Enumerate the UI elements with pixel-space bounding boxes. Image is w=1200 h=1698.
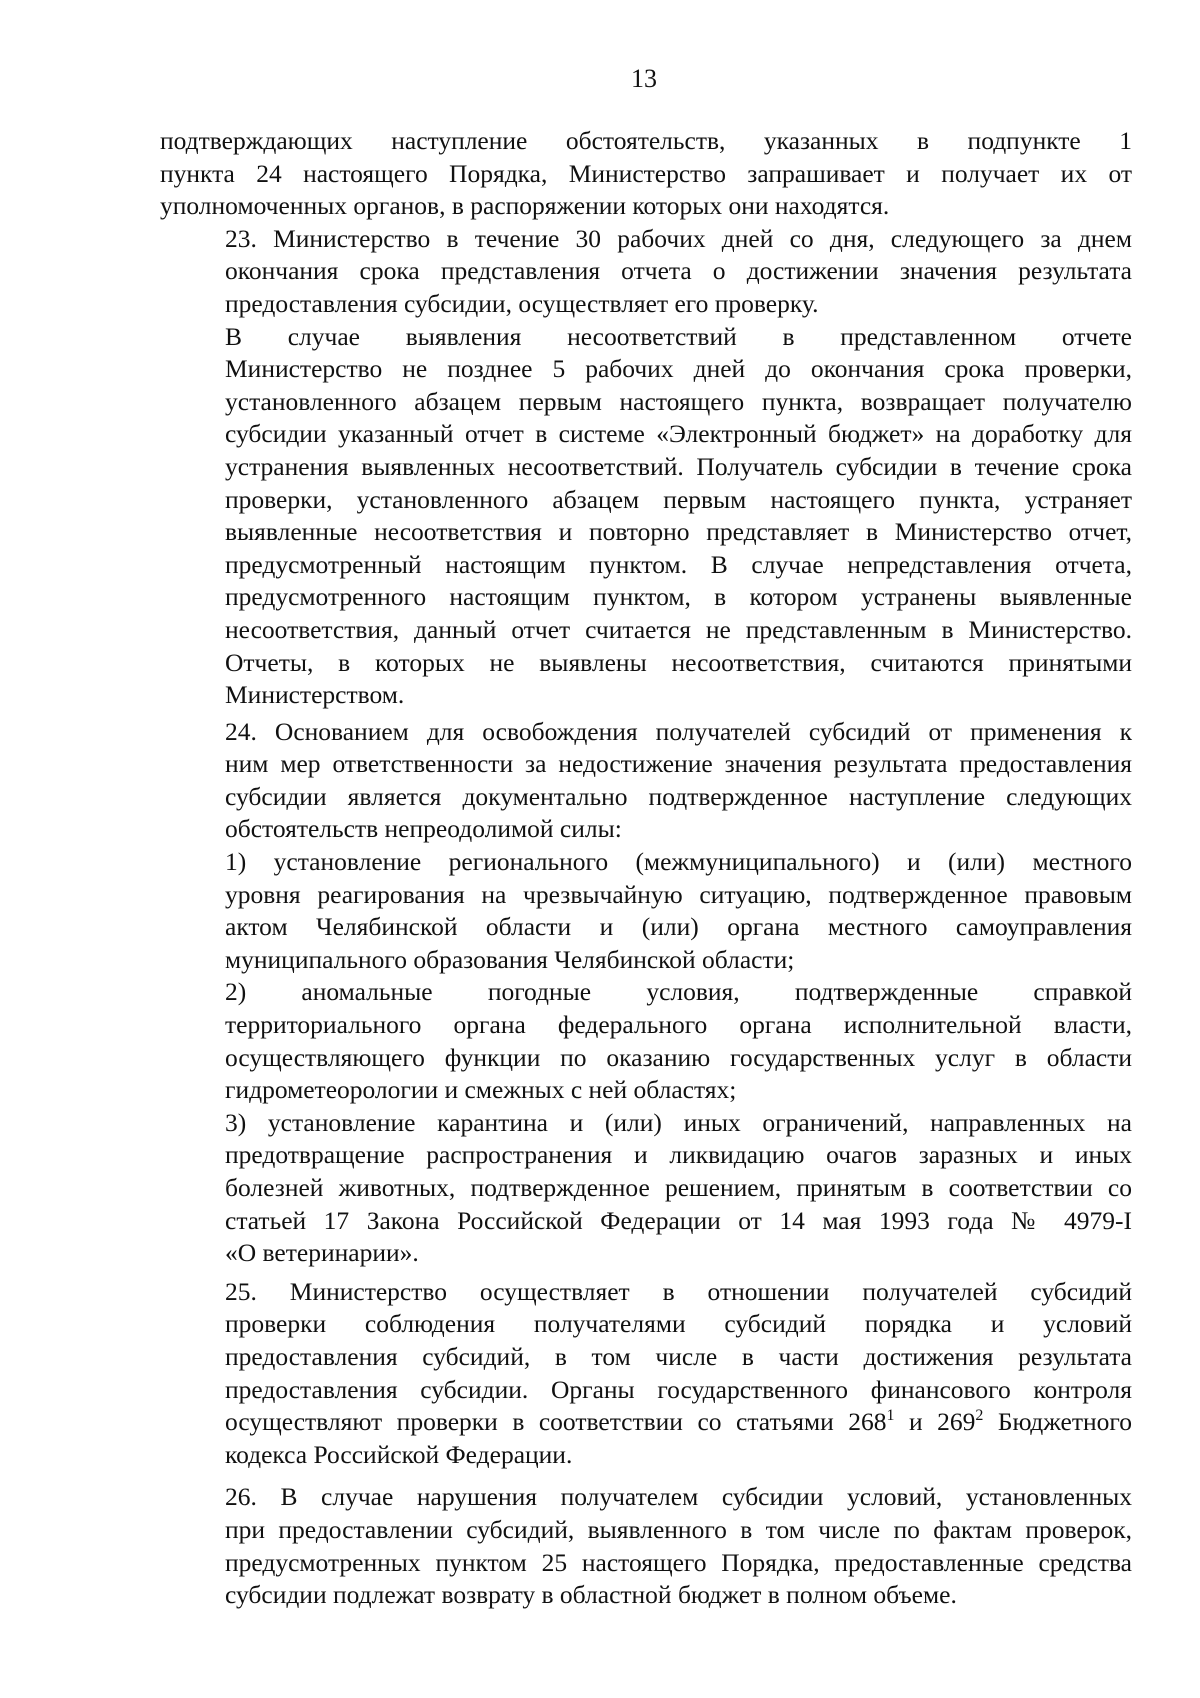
text-line: предусмотренного настоящим пунктом, в котором устранены выявленные: [225, 582, 1132, 612]
text-line: территориального органа федерального органа исполнительной власти,: [225, 1010, 1132, 1040]
text-line: обстоятельств непреодолимой силы:: [225, 814, 622, 844]
text-line: 3) установление карантина и (или) иных ограничений, направленных на: [225, 1107, 1132, 1137]
text-line: несоответствия, данный отчет считается не представленным в Министерство.: [225, 614, 1132, 644]
text-fragment: осуществляют проверки в соответствии со статьями 268: [225, 1407, 887, 1437]
text-line: муниципального образования Челябинской области;: [225, 944, 795, 974]
text-line: устранения выявленных несоответствий. Получатель субсидии в течение срока: [225, 451, 1132, 481]
paragraph-26: [160, 1481, 1132, 1611]
paragraph-continuation: [160, 125, 1132, 223]
text-line: субсидии указанный отчет в системе «Электронный бюджет» на доработку для: [225, 419, 1132, 449]
text-fragment: и 269: [894, 1407, 976, 1437]
text-line: окончания срока представления отчета о достижении значения результата: [225, 256, 1132, 286]
paragraph-24-item-2: [160, 976, 1132, 1106]
text-line: Министерством.: [225, 680, 405, 710]
text-line: Отчеты, в которых не выявлены несоответствия, считаются принятыми: [225, 647, 1132, 677]
text-line: статьей 17 Закона Российской Федерации от 14 мая 1993 года № 4979-I: [225, 1205, 1132, 1235]
paragraph-25: [160, 1276, 1132, 1472]
paragraph-23-second: [160, 321, 1132, 712]
text-line: кодекса Российской Федерации.: [225, 1439, 573, 1469]
paragraph-24: [160, 716, 1132, 846]
text-line: предусмотренный настоящим пунктом. В случае непредставления отчета,: [225, 549, 1132, 579]
text-line: при предоставлении субсидий, выявленного в том числе по фактам проверок,: [225, 1514, 1132, 1544]
paragraph-23: [160, 223, 1132, 321]
superscript: 2: [975, 1407, 984, 1425]
text-line: предоставления субсидий, в том числе в части достижения результата: [225, 1341, 1132, 1371]
text-line: пункта 24 настоящего Порядка, Министерство запрашивает и получает их от: [160, 158, 1132, 188]
text-line: 26. В случае нарушения получателем субсидии условий, установленных: [225, 1482, 1132, 1512]
text-line: предусмотренных пунктом 25 настоящего Порядка, предоставленные средства: [225, 1547, 1132, 1577]
text-fragment: Бюджетного: [983, 1407, 1132, 1437]
text-line: 2) аномальные погодные условия, подтвержденные справкой: [225, 977, 1132, 1007]
text-line: проверки соблюдения получателями субсидий порядка и условий: [225, 1309, 1132, 1339]
document-body: [160, 125, 1132, 1612]
text-line: субсидии подлежат возврату в областной бюджет в полном объеме.: [225, 1580, 957, 1610]
text-line: болезней животных, подтвержденное решением, принятым в соответствии со: [225, 1173, 1132, 1202]
text-line: предотвращение распространения и ликвидацию очагов заразных и иных: [225, 1140, 1132, 1170]
paragraph-24-item-3: [160, 1107, 1132, 1270]
text-line: уполномоченных органов, в распоряжении которых они находятся.: [160, 191, 890, 221]
text-line: 1) установление регионального (межмуниципального) и (или) местного: [225, 847, 1132, 877]
text-line: гидрометеорологии и смежных с ней областях;: [225, 1075, 737, 1105]
text-line: предоставления субсидии. Органы государственного финансового контроля: [225, 1374, 1132, 1404]
text-line: подтверждающих наступление обстоятельств, указанных в подпункте 1: [160, 126, 1132, 155]
text-line: осуществляющего функции по оказанию государственных услуг в области: [225, 1042, 1132, 1072]
text-line: актом Челябинской области и (или) органа местного самоуправления: [225, 912, 1132, 942]
text-line: выявленные несоответствия и повторно представляет в Министерство отчет,: [225, 517, 1132, 547]
page-number: 13: [631, 64, 657, 93]
text-line: 25. Министерство осуществляет в отношении получателей субсидий: [225, 1276, 1132, 1306]
text-line: проверки, установленного абзацем первым настоящего пункта, устраняет: [225, 484, 1132, 514]
text-line: Министерство не позднее 5 рабочих дней до окончания срока проверки,: [225, 354, 1132, 384]
text-line: 24. Основанием для освобождения получателей субсидий от применения к: [225, 716, 1132, 746]
text-line: 23. Министерство в течение 30 рабочих дней со дня, следующего за днем: [225, 223, 1132, 253]
paragraph-24-item-1: [160, 846, 1132, 976]
text-line: предоставления субсидии, осуществляет его проверку.: [225, 288, 819, 318]
text-line: уровня реагирования на чрезвычайную ситуацию, подтвержденное правовым: [225, 879, 1132, 909]
text-line: субсидии является документально подтвержденное наступление следующих: [225, 781, 1132, 811]
text-line: ним мер ответственности за недостижение значения результата предоставления: [225, 749, 1132, 779]
text-line: «О ветеринарии».: [225, 1238, 419, 1268]
text-line: В случае выявления несоответствий в представленном отчете: [225, 321, 1132, 351]
superscript: 1: [886, 1407, 895, 1425]
text-line-with-superscripts: [160, 1406, 1132, 1439]
text-line: установленного абзацем первым настоящего пункта, возвращает получателю: [225, 386, 1132, 416]
